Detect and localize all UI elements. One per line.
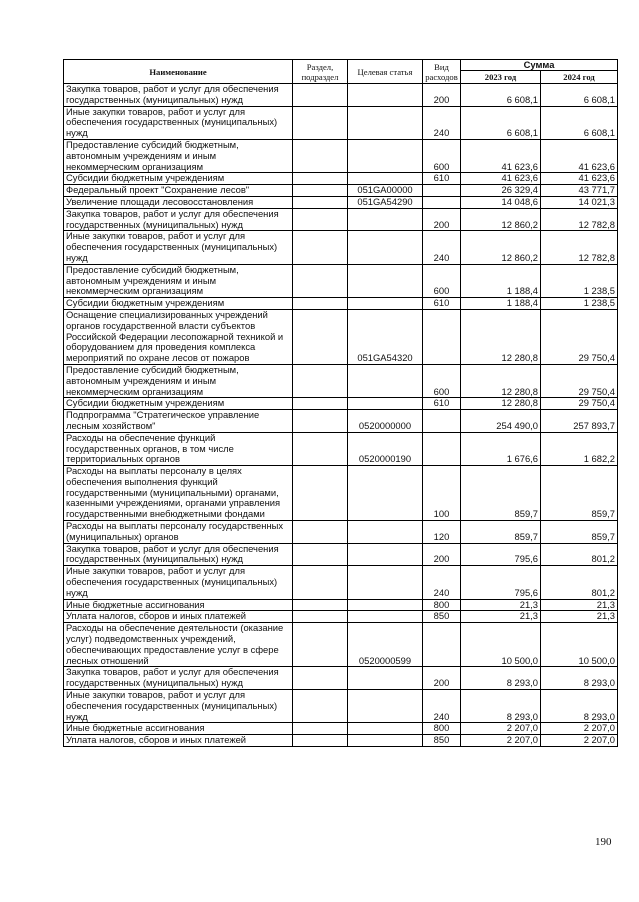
table-header <box>64 60 618 84</box>
row-target <box>348 521 423 544</box>
row-sum-2023: 26 329,4 <box>461 185 541 197</box>
row-sum-2024: 29 750,4 <box>541 398 618 410</box>
row-sum-2023: 1 188,4 <box>461 264 541 297</box>
row-sum-2024: 8 293,0 <box>541 667 618 690</box>
row-name: Оснащение специализированных учреждений органов государственной власти субъектов Российской Федерации лесопожарной техникой и оборудованием для проведения комплекса мероприятий по охране лесов от пожаров <box>64 309 293 364</box>
row-sum-2023: 6 608,1 <box>461 84 541 107</box>
row-sum-2024: 859,7 <box>541 521 618 544</box>
row-target <box>348 667 423 690</box>
row-target <box>348 723 423 735</box>
row-sum-2024: 1 682,2 <box>541 432 618 465</box>
row-section <box>293 84 348 107</box>
row-sum-2024: 10 500,0 <box>541 623 618 667</box>
row-section <box>293 185 348 197</box>
row-expense-type: 200 <box>423 667 461 690</box>
table-row <box>64 208 618 231</box>
table-row <box>64 735 618 747</box>
row-sum-2024: 801,2 <box>541 543 618 566</box>
row-sum-2023: 254 490,0 <box>461 410 541 433</box>
row-section <box>293 173 348 185</box>
row-section <box>293 364 348 397</box>
table-row <box>64 139 618 172</box>
header-year-2024: 2024 год <box>541 71 618 84</box>
row-target <box>348 398 423 410</box>
row-section <box>293 208 348 231</box>
row-name: Предоставление субсидий бюджетным, автономным учреждениям и иным некоммерческим организациям <box>64 139 293 172</box>
row-target: 0520000000 <box>348 410 423 433</box>
header-name: Наименование <box>64 60 293 84</box>
table-row <box>64 543 618 566</box>
row-target <box>348 599 423 611</box>
row-section <box>293 521 348 544</box>
row-name: Подпрограмма "Стратегическое управление лесным хозяйством" <box>64 410 293 433</box>
row-sum-2023: 2 207,0 <box>461 723 541 735</box>
row-expense-type: 240 <box>423 231 461 264</box>
header-expense-type: Вид расходов <box>423 60 461 84</box>
row-target <box>348 735 423 747</box>
row-expense-type: 610 <box>423 173 461 185</box>
row-sum-2024: 1 238,5 <box>541 264 618 297</box>
table-body <box>64 84 618 747</box>
table-row <box>64 309 618 364</box>
table-row <box>64 264 618 297</box>
table-row <box>64 185 618 197</box>
row-name: Иные закупки товаров, работ и услуг для обеспечения государственных (муниципальных) нужд <box>64 231 293 264</box>
row-target: 051GA00000 <box>348 185 423 197</box>
table-row <box>64 398 618 410</box>
row-sum-2023: 21,3 <box>461 599 541 611</box>
row-expense-type: 200 <box>423 208 461 231</box>
row-section <box>293 264 348 297</box>
row-expense-type: 600 <box>423 139 461 172</box>
row-sum-2024: 21,3 <box>541 611 618 623</box>
row-target <box>348 543 423 566</box>
row-section <box>293 106 348 139</box>
row-sum-2024: 859,7 <box>541 466 618 521</box>
row-sum-2024: 2 207,0 <box>541 735 618 747</box>
page-number: 190 <box>595 836 612 848</box>
row-section <box>293 667 348 690</box>
row-expense-type: 800 <box>423 599 461 611</box>
row-section <box>293 735 348 747</box>
row-expense-type <box>423 432 461 465</box>
row-expense-type: 610 <box>423 298 461 310</box>
table-row <box>64 623 618 667</box>
table-row <box>64 432 618 465</box>
header-section: Раздел, подраздел <box>293 60 348 84</box>
row-sum-2023: 12 280,8 <box>461 364 541 397</box>
table-row <box>64 410 618 433</box>
row-expense-type: 850 <box>423 735 461 747</box>
row-sum-2024: 801,2 <box>541 566 618 599</box>
row-name: Закупка товаров, работ и услуг для обеспечения государственных (муниципальных) нужд <box>64 84 293 107</box>
table-row <box>64 466 618 521</box>
row-target <box>348 208 423 231</box>
row-section <box>293 298 348 310</box>
row-sum-2024: 41 623,6 <box>541 173 618 185</box>
row-section <box>293 623 348 667</box>
row-name: Иные бюджетные ассигнования <box>64 723 293 735</box>
table-row <box>64 723 618 735</box>
row-section <box>293 599 348 611</box>
row-name: Иные бюджетные ассигнования <box>64 599 293 611</box>
table-row <box>64 566 618 599</box>
row-sum-2023: 8 293,0 <box>461 667 541 690</box>
row-sum-2024: 1 238,5 <box>541 298 618 310</box>
row-name: Закупка товаров, работ и услуг для обеспечения государственных (муниципальных) нужд <box>64 208 293 231</box>
row-sum-2024: 41 623,6 <box>541 139 618 172</box>
row-name: Федеральный проект "Сохранение лесов" <box>64 185 293 197</box>
row-expense-type: 200 <box>423 84 461 107</box>
row-sum-2023: 10 500,0 <box>461 623 541 667</box>
row-section <box>293 196 348 208</box>
row-target: 051GA54320 <box>348 309 423 364</box>
row-sum-2024: 12 782,8 <box>541 208 618 231</box>
table-row <box>64 667 618 690</box>
row-name: Уплата налогов, сборов и иных платежей <box>64 611 293 623</box>
row-sum-2024: 6 608,1 <box>541 84 618 107</box>
row-sum-2024: 29 750,4 <box>541 309 618 364</box>
row-section <box>293 566 348 599</box>
row-name: Расходы на выплаты персоналу в целях обеспечения выполнения функций государственными (муниципальными) органами, казенными учреждениями, органами управления государственными внебюджетными фондами <box>64 466 293 521</box>
row-section <box>293 410 348 433</box>
row-name: Субсидии бюджетным учреждениям <box>64 398 293 410</box>
row-target <box>348 466 423 521</box>
row-sum-2023: 2 207,0 <box>461 735 541 747</box>
row-section <box>293 466 348 521</box>
header-sum: Сумма <box>461 60 618 71</box>
row-section <box>293 723 348 735</box>
row-sum-2023: 12 860,2 <box>461 231 541 264</box>
row-name: Иные закупки товаров, работ и услуг для обеспечения государственных (муниципальных) нужд <box>64 106 293 139</box>
row-expense-type <box>423 309 461 364</box>
row-name: Увеличение площади лесовосстановления <box>64 196 293 208</box>
row-name: Иные закупки товаров, работ и услуг для обеспечения государственных (муниципальных) нужд <box>64 566 293 599</box>
row-sum-2024: 12 782,8 <box>541 231 618 264</box>
header-target: Целевая статья <box>348 60 423 84</box>
table-row <box>64 611 618 623</box>
table-row <box>64 690 618 723</box>
row-section <box>293 398 348 410</box>
table-row <box>64 231 618 264</box>
row-section <box>293 432 348 465</box>
row-expense-type: 240 <box>423 106 461 139</box>
table-row <box>64 298 618 310</box>
row-section <box>293 543 348 566</box>
row-expense-type: 100 <box>423 466 461 521</box>
table-row <box>64 364 618 397</box>
row-sum-2024: 257 893,7 <box>541 410 618 433</box>
row-name: Закупка товаров, работ и услуг для обеспечения государственных (муниципальных) нужд <box>64 667 293 690</box>
row-name: Расходы на обеспечение функций государственных органов, в том числе территориальных органов <box>64 432 293 465</box>
row-section <box>293 231 348 264</box>
row-expense-type: 600 <box>423 364 461 397</box>
row-section <box>293 309 348 364</box>
row-target: 0520000599 <box>348 623 423 667</box>
row-name: Расходы на обеспечение деятельности (оказание услуг) подведомственных учреждений, обеспечивающих предоставление услуг в сфере лесных отношений <box>64 623 293 667</box>
row-target: 051GA54290 <box>348 196 423 208</box>
row-target <box>348 231 423 264</box>
row-name: Закупка товаров, работ и услуг для обеспечения государственных (муниципальных) нужд <box>64 543 293 566</box>
row-target <box>348 139 423 172</box>
row-sum-2024: 43 771,7 <box>541 185 618 197</box>
row-target <box>348 173 423 185</box>
row-target <box>348 298 423 310</box>
row-expense-type <box>423 185 461 197</box>
table-row <box>64 173 618 185</box>
row-sum-2023: 859,7 <box>461 521 541 544</box>
table-row <box>64 106 618 139</box>
row-sum-2024: 14 021,3 <box>541 196 618 208</box>
row-sum-2023: 12 860,2 <box>461 208 541 231</box>
row-sum-2023: 41 623,6 <box>461 139 541 172</box>
row-sum-2023: 795,6 <box>461 543 541 566</box>
row-target <box>348 566 423 599</box>
row-target <box>348 611 423 623</box>
row-sum-2023: 1 676,6 <box>461 432 541 465</box>
row-name: Предоставление субсидий бюджетным, автономным учреждениям и иным некоммерческим организациям <box>64 264 293 297</box>
row-target: 0520000190 <box>348 432 423 465</box>
row-expense-type <box>423 196 461 208</box>
row-expense-type: 200 <box>423 543 461 566</box>
row-expense-type: 850 <box>423 611 461 623</box>
header-year-2023: 2023 год <box>461 71 541 84</box>
table-row <box>64 599 618 611</box>
row-sum-2024: 21,3 <box>541 599 618 611</box>
row-name: Предоставление субсидий бюджетным, автономным учреждениям и иным некоммерческим организациям <box>64 364 293 397</box>
row-target <box>348 690 423 723</box>
row-expense-type <box>423 623 461 667</box>
row-sum-2023: 8 293,0 <box>461 690 541 723</box>
row-sum-2023: 14 048,6 <box>461 196 541 208</box>
row-target <box>348 364 423 397</box>
row-sum-2023: 795,6 <box>461 566 541 599</box>
row-sum-2024: 2 207,0 <box>541 723 618 735</box>
row-name: Иные закупки товаров, работ и услуг для обеспечения государственных (муниципальных) нужд <box>64 690 293 723</box>
row-name: Расходы на выплаты персоналу государственных (муниципальных) органов <box>64 521 293 544</box>
row-sum-2023: 21,3 <box>461 611 541 623</box>
row-expense-type: 240 <box>423 566 461 599</box>
row-target <box>348 84 423 107</box>
row-expense-type: 610 <box>423 398 461 410</box>
row-sum-2023: 41 623,6 <box>461 173 541 185</box>
row-sum-2023: 1 188,4 <box>461 298 541 310</box>
row-target <box>348 106 423 139</box>
row-section <box>293 690 348 723</box>
row-sum-2023: 6 608,1 <box>461 106 541 139</box>
row-sum-2023: 12 280,8 <box>461 309 541 364</box>
row-sum-2024: 29 750,4 <box>541 364 618 397</box>
row-expense-type: 600 <box>423 264 461 297</box>
table-row <box>64 196 618 208</box>
budget-table <box>63 59 618 747</box>
row-sum-2024: 6 608,1 <box>541 106 618 139</box>
row-name: Субсидии бюджетным учреждениям <box>64 173 293 185</box>
row-sum-2023: 859,7 <box>461 466 541 521</box>
row-sum-2024: 8 293,0 <box>541 690 618 723</box>
row-name: Субсидии бюджетным учреждениям <box>64 298 293 310</box>
row-sum-2023: 12 280,8 <box>461 398 541 410</box>
row-section <box>293 611 348 623</box>
row-expense-type: 800 <box>423 723 461 735</box>
row-expense-type: 120 <box>423 521 461 544</box>
row-section <box>293 139 348 172</box>
row-expense-type: 240 <box>423 690 461 723</box>
row-name: Уплата налогов, сборов и иных платежей <box>64 735 293 747</box>
row-expense-type <box>423 410 461 433</box>
row-target <box>348 264 423 297</box>
table-row <box>64 521 618 544</box>
table-row <box>64 84 618 107</box>
